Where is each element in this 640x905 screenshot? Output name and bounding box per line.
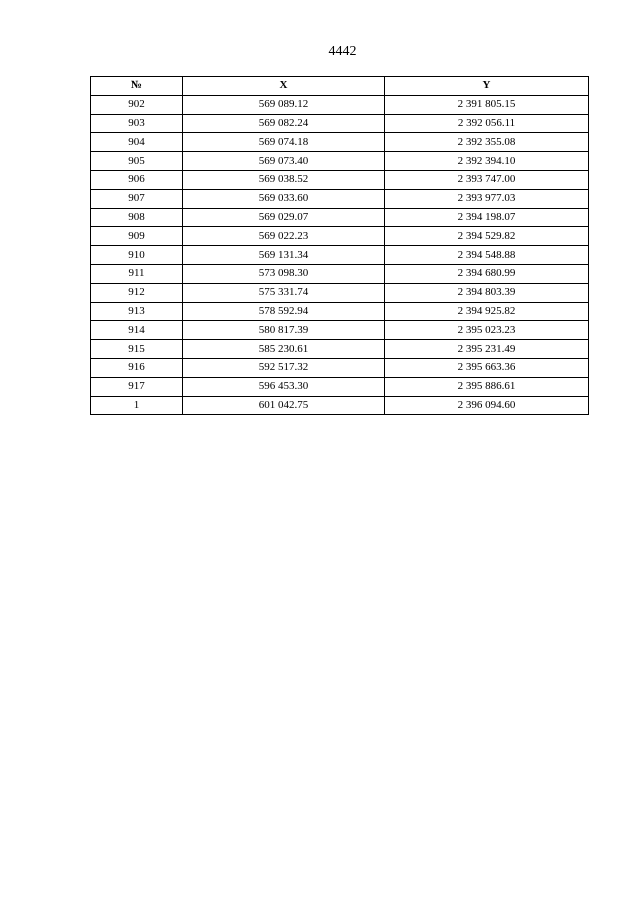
table-row [91,170,589,189]
point-number-cell: 909 [91,227,183,246]
table-header-row [91,77,589,96]
y-coordinate-cell: 2 394 198.07 [385,208,589,227]
point-number-cell: 904 [91,133,183,152]
x-coordinate-cell: 592 517.32 [183,358,385,377]
y-coordinate-cell: 2 392 355.08 [385,133,589,152]
y-coordinate-cell: 2 396 094.60 [385,396,589,415]
y-coordinate-cell: 2 394 925.82 [385,302,589,321]
y-coordinate-cell: 2 395 231.49 [385,340,589,359]
x-coordinate-cell: 569 022.23 [183,227,385,246]
table-row [91,189,589,208]
x-coordinate-cell: 569 038.52 [183,170,385,189]
column-header-x: X [183,77,385,96]
coordinates-table [90,76,589,415]
point-number-cell: 902 [91,95,183,114]
x-coordinate-cell: 569 131.34 [183,246,385,265]
x-coordinate-cell: 575 331.74 [183,283,385,302]
table-row [91,377,589,396]
y-coordinate-cell: 2 394 548.88 [385,246,589,265]
page-number: 4442 [328,44,357,59]
x-coordinate-cell: 569 073.40 [183,152,385,171]
point-number-cell: 915 [91,340,183,359]
table-body [91,95,589,415]
y-coordinate-cell: 2 393 747.00 [385,170,589,189]
y-coordinate-cell: 2 395 663.36 [385,358,589,377]
x-coordinate-cell: 569 029.07 [183,208,385,227]
y-coordinate-cell: 2 394 529.82 [385,227,589,246]
y-coordinate-cell: 2 391 805.15 [385,95,589,114]
y-coordinate-cell: 2 393 977.03 [385,189,589,208]
x-coordinate-cell: 573 098.30 [183,264,385,283]
y-coordinate-cell: 2 394 803.39 [385,283,589,302]
table-row [91,302,589,321]
table-row [91,321,589,340]
y-coordinate-cell: 2 394 680.99 [385,264,589,283]
y-coordinate-cell: 2 392 394.10 [385,152,589,171]
table-row [91,133,589,152]
column-header-y: Y [385,77,589,96]
x-coordinate-cell: 585 230.61 [183,340,385,359]
x-coordinate-cell: 578 592.94 [183,302,385,321]
point-number-cell: 911 [91,264,183,283]
x-coordinate-cell: 601 042.75 [183,396,385,415]
point-number-cell: 1 [91,396,183,415]
x-coordinate-cell: 569 089.12 [183,95,385,114]
y-coordinate-cell: 2 395 886.61 [385,377,589,396]
x-coordinate-cell: 580 817.39 [183,321,385,340]
table-row [91,283,589,302]
point-number-cell: 906 [91,170,183,189]
y-coordinate-cell: 2 395 023.23 [385,321,589,340]
x-coordinate-cell: 569 033.60 [183,189,385,208]
point-number-cell: 910 [91,246,183,265]
point-number-cell: 908 [91,208,183,227]
point-number-cell: 914 [91,321,183,340]
point-number-cell: 916 [91,358,183,377]
point-number-cell: 907 [91,189,183,208]
table-row [91,358,589,377]
point-number-cell: 913 [91,302,183,321]
table-row [91,95,589,114]
column-header-number: № [91,77,183,96]
point-number-cell: 912 [91,283,183,302]
point-number-cell: 905 [91,152,183,171]
table-row [91,396,589,415]
table-row [91,152,589,171]
table-row [91,114,589,133]
table-row [91,227,589,246]
table-row [91,246,589,265]
point-number-cell: 903 [91,114,183,133]
table-row [91,340,589,359]
y-coordinate-cell: 2 392 056.11 [385,114,589,133]
x-coordinate-cell: 569 074.18 [183,133,385,152]
table-row [91,264,589,283]
x-coordinate-cell: 569 082.24 [183,114,385,133]
x-coordinate-cell: 596 453.30 [183,377,385,396]
point-number-cell: 917 [91,377,183,396]
table-row [91,208,589,227]
